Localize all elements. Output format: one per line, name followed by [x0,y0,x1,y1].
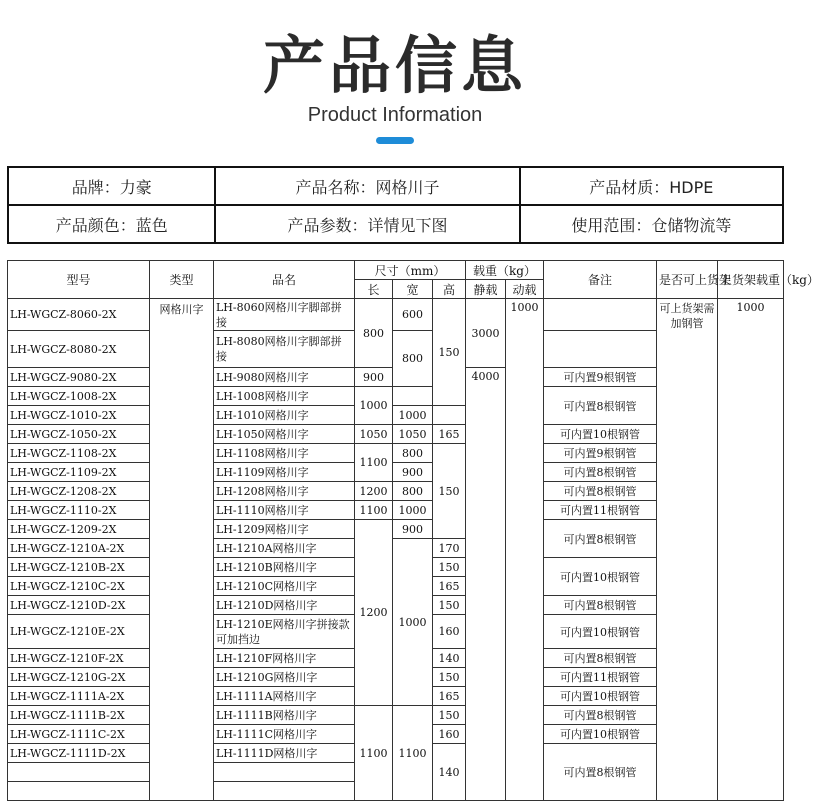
width-cell: 900 [393,520,433,539]
model-cell: LH-WGCZ-1209-2X [8,520,150,539]
height-cell: 150 [433,596,466,615]
col-header-model: 型号 [8,261,150,299]
col-header-length: 长 [355,280,393,299]
col-header-shelf-ok: 是否可上货架 [657,261,718,299]
model-cell [8,782,150,801]
model-cell: LH-WGCZ-1208-2X [8,482,150,501]
name-cell: LH-1111D网格川字 [214,744,355,763]
model-cell: LH-WGCZ-1210A-2X [8,539,150,558]
name-cell: LH-1010网格川字 [214,406,355,425]
width-cell: 800 [393,331,433,387]
name-cell: LH-1111A网格川字 [214,687,355,706]
name-cell [214,763,355,782]
name-cell: LH-1110网格川字 [214,501,355,520]
remark-cell: 可内置10根钢管 [544,615,657,649]
page-header [0,0,790,160]
remark-cell: 可内置8根钢管 [544,463,657,482]
model-cell: LH-WGCZ-1210G-2X [8,668,150,687]
col-header-dynamic: 动载 [506,280,544,299]
static-cell: 3000 [466,299,506,368]
remark-cell: 可内置9根钢管 [544,444,657,463]
page-subtitle: Product Information [307,104,483,126]
name-cell: LH-1111B网格川字 [214,706,355,725]
material-cell: 产品材质：HDPE [520,167,783,205]
table-row [8,299,784,331]
remark-cell: 可内置8根钢管 [544,744,657,801]
remark-cell [544,331,657,368]
name-cell: LH-8080网格川字脚部拼接 [214,331,355,368]
col-header-width: 宽 [393,280,433,299]
type-cell: 网格川字 [150,299,214,801]
model-cell: LH-WGCZ-8060-2X [8,299,150,331]
height-cell: 150 [433,444,466,539]
name-cell: LH-1111C网格川字 [214,725,355,744]
col-header-height: 高 [433,280,466,299]
remark-cell: 可内置8根钢管 [544,706,657,725]
model-cell: LH-WGCZ-1210C-2X [8,577,150,596]
name-cell [214,782,355,801]
length-cell: 1200 [355,520,393,706]
name-cell: LH-1210F网格川字 [214,649,355,668]
name-cell: LH-1050网格川字 [214,425,355,444]
remark-cell: 可内置9根钢管 [544,368,657,387]
model-cell: LH-WGCZ-1210B-2X [8,558,150,577]
static-cell: 4000 [466,368,506,801]
model-cell [8,763,150,782]
height-cell: 160 [433,725,466,744]
col-header-name: 品名 [214,261,355,299]
width-cell: 800 [393,482,433,501]
dynamic-cell: 1000 [506,299,544,801]
width-cell: 1000 [393,501,433,520]
name-cell: LH-1208网格川字 [214,482,355,501]
length-cell: 1100 [355,501,393,520]
width-cell [393,387,433,406]
name-cell: LH-8060网格川字脚部拼接 [214,299,355,331]
length-cell: 1100 [355,444,393,482]
col-header-size: 尺寸（mm） [355,261,466,280]
height-cell: 165 [433,577,466,596]
header-row [8,261,784,280]
name-cell: LH-1210E网格川字拼接款可加挡边 [214,615,355,649]
model-cell: LH-WGCZ-1210E-2X [8,615,150,649]
length-cell: 1200 [355,482,393,501]
remark-cell: 可内置8根钢管 [544,387,657,425]
length-cell: 1100 [355,706,393,801]
remark-cell: 可内置8根钢管 [544,520,657,558]
remark-cell: 可内置10根钢管 [544,558,657,596]
name-cell: LH-1008网格川字 [214,387,355,406]
height-cell: 150 [433,558,466,577]
width-cell: 600 [393,299,433,331]
product-name-cell: 产品名称：网格川子 [215,167,519,205]
height-cell: 160 [433,615,466,649]
length-cell: 1000 [355,387,393,425]
shelf-ok-cell: 可上货架需加钢管 [657,299,718,801]
length-cell: 1050 [355,425,393,444]
info-row [8,205,783,243]
model-cell: LH-WGCZ-1111A-2X [8,687,150,706]
name-cell: LH-1210A网格川字 [214,539,355,558]
model-cell: LH-WGCZ-1110-2X [8,501,150,520]
length-cell: 800 [355,299,393,368]
width-cell: 1050 [393,425,433,444]
usage-cell: 使用范围：仓储物流等 [520,205,783,243]
name-cell: LH-1108网格川字 [214,444,355,463]
height-cell: 150 [433,299,466,406]
model-cell: LH-WGCZ-1111C-2X [8,725,150,744]
name-cell: LH-9080网格川字 [214,368,355,387]
model-cell: LH-WGCZ-9080-2X [8,368,150,387]
height-cell: 140 [433,649,466,668]
model-cell: LH-WGCZ-1210F-2X [8,649,150,668]
width-cell: 1100 [393,706,433,801]
model-cell: LH-WGCZ-1008-2X [8,387,150,406]
model-cell: LH-WGCZ-1109-2X [8,463,150,482]
name-cell: LH-1210D网格川字 [214,596,355,615]
length-cell: 900 [355,368,393,387]
model-cell: LH-WGCZ-1210D-2X [8,596,150,615]
model-cell: LH-WGCZ-1010-2X [8,406,150,425]
model-cell: LH-WGCZ-1108-2X [8,444,150,463]
col-header-shelf-load: 上货架载重（kg） [718,261,784,299]
color-cell: 产品颜色：蓝色 [8,205,215,243]
width-cell: 1000 [393,539,433,706]
model-cell: LH-WGCZ-8080-2X [8,331,150,368]
height-cell: 165 [433,425,466,444]
remark-cell: 可内置10根钢管 [544,425,657,444]
info-row [8,167,783,205]
col-header-remark: 备注 [544,261,657,299]
remark-cell: 可内置8根钢管 [544,596,657,615]
width-cell: 800 [393,444,433,463]
product-info-table [7,166,784,244]
page-title: 产品信息 [262,29,527,102]
height-cell: 150 [433,668,466,687]
col-header-load: 载重（kg） [466,261,544,280]
brand-cell: 品牌：力豪 [8,167,215,205]
name-cell: LH-1109网格川字 [214,463,355,482]
col-header-type: 类型 [150,261,214,299]
height-cell: 150 [433,706,466,725]
shelf-load-cell: 1000 [718,299,784,801]
height-cell: 165 [433,687,466,706]
width-cell: 900 [393,463,433,482]
name-cell: LH-1210G网格川字 [214,668,355,687]
remark-cell [544,299,657,331]
height-cell: 140 [433,744,466,801]
model-cell: LH-WGCZ-1050-2X [8,425,150,444]
remark-cell: 可内置8根钢管 [544,482,657,501]
name-cell: LH-1210B网格川字 [214,558,355,577]
col-header-static: 静载 [466,280,506,299]
height-cell: 170 [433,539,466,558]
model-cell: LH-WGCZ-1111D-2X [8,744,150,763]
params-cell: 产品参数：详情见下图 [215,205,519,243]
title-underline [376,137,414,144]
remark-cell: 可内置11根钢管 [544,668,657,687]
name-cell: LH-1210C网格川字 [214,577,355,596]
remark-cell: 可内置11根钢管 [544,501,657,520]
name-cell: LH-1209网格川字 [214,520,355,539]
remark-cell: 可内置10根钢管 [544,725,657,744]
remark-cell: 可内置10根钢管 [544,687,657,706]
model-cell: LH-WGCZ-1111B-2X [8,706,150,725]
width-cell: 1000 [393,406,433,425]
remark-cell: 可内置8根钢管 [544,649,657,668]
height-cell [433,406,466,425]
spec-table [7,260,819,801]
